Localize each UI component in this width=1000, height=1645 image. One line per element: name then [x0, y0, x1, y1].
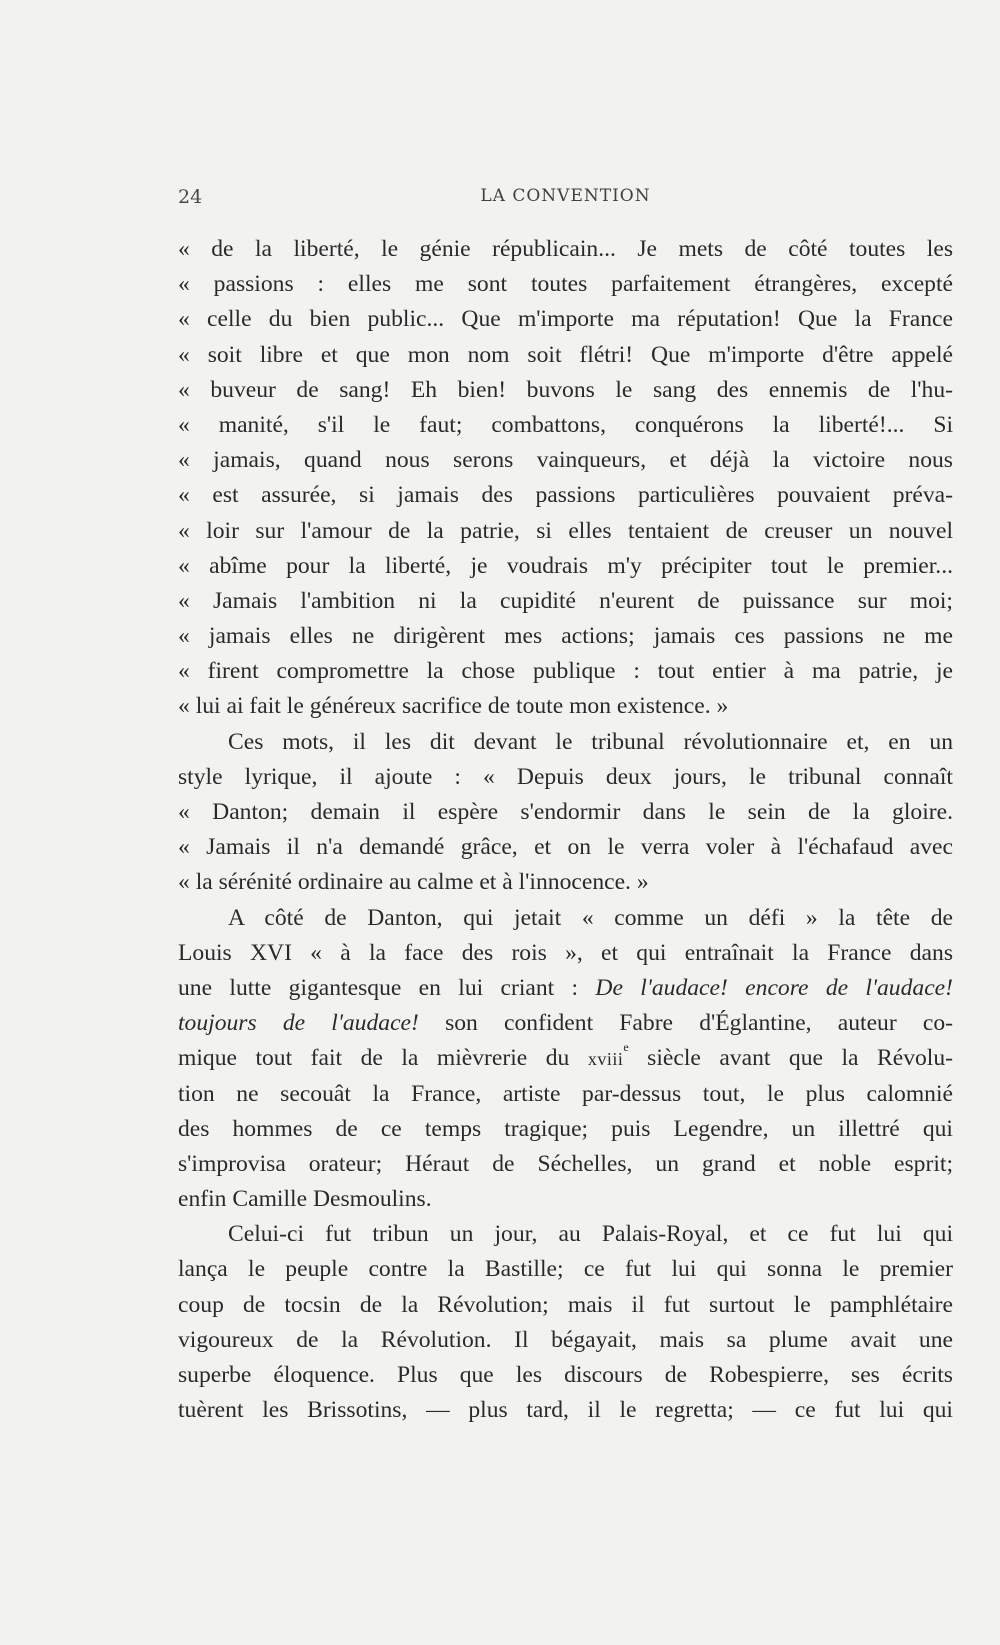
text-line: « soit libre et que mon nom soit flétri! Que m'importe d'être appelé	[178, 341, 953, 368]
text-fragment: une lutte gigantesque en lui criant :	[178, 974, 596, 1001]
text-line: coup de tocsin de la Révolution; mais il fut surtout le pamphlétaire	[178, 1291, 953, 1318]
text-line: « la sérénité ordinaire au calme et à l'innocence. »	[178, 869, 649, 896]
text-line: « jamais, quand nous serons vainqueurs, et déjà la victoire nous	[178, 447, 953, 474]
text-line: enfin Camille Desmoulins.	[178, 1186, 432, 1213]
text-line: Celui-ci fut tribun un jour, au Palais-Royal, et ce fut lui qui	[228, 1221, 953, 1248]
text-line: tion ne secouât la France, artiste par-dessus tout, le plus calomnié	[178, 1080, 953, 1107]
text-line-mixed	[178, 971, 953, 1006]
text-fragment: son confident Fabre d'Églantine, auteur co-	[418, 1010, 953, 1037]
text-line: lança le peuple contre la Bastille; ce fut lui qui sonna le premier	[178, 1256, 953, 1283]
text-line: « Danton; demain il espère s'endormir dans le sein de la gloire.	[178, 799, 953, 825]
italic-quote: toujours de l'audace!	[178, 1010, 419, 1037]
text-line: Louis XVI « à la face des rois », et qui entraînait la France dans	[178, 939, 953, 966]
text-line: tuèrent les Brissotins, — plus tard, il le regretta; — ce fut lui qui	[178, 1397, 953, 1424]
century-numeral: xviii	[587, 1049, 624, 1070]
page-number: 24	[178, 186, 203, 208]
running-title: LA CONVENTION	[480, 186, 651, 206]
text-line: « de la liberté, le génie républicain... Je mets de côté toutes les	[178, 236, 953, 262]
page-header	[178, 186, 953, 212]
text-line: « Jamais il n'a demandé grâce, et on le verra voler à l'échafaud avec	[178, 834, 953, 861]
text-line: vigoureux de la Révolution. Il bégayait, mais sa plume avait une	[178, 1326, 953, 1353]
text-line: « lui ai fait le généreux sacrifice de toute mon existence. »	[178, 693, 729, 720]
text-line: « Jamais l'ambition ni la cupidité n'eurent de puissance sur moi;	[178, 587, 953, 614]
text-fragment: mique tout fait de la mièvrerie du	[178, 1045, 588, 1072]
text-line: « firent compromettre la chose publique : tout entier à ma patrie, je	[178, 658, 953, 685]
text-line: Ces mots, il les dit devant le tribunal révolutionnaire et, en un	[228, 728, 953, 755]
text-line: A côté de Danton, qui jetait « comme un défi » la tête de	[228, 904, 953, 931]
text-line: « est assurée, si jamais des passions particulières pouvaient préva-	[178, 482, 953, 509]
text-line: « celle du bien public... Que m'importe ma réputation! Que la France	[178, 306, 953, 333]
text-line: « manité, s'il le faut; combattons, conquérons la liberté!... Si	[178, 411, 953, 438]
text-line-mixed	[178, 1006, 953, 1041]
text-line: « passions : elles me sont toutes parfaitement étrangères, excepté	[178, 271, 953, 298]
body-text	[178, 232, 953, 1428]
text-line: « loir sur l'amour de la patrie, si elles tentaient de creuser un nouvel	[178, 517, 953, 544]
text-line-mixed	[178, 1041, 953, 1076]
text-line: « jamais elles ne dirigèrent mes actions; jamais ces passions ne me	[178, 623, 953, 650]
text-line: « buveur de sang! Eh bien! buvons le sang des ennemis de l'hu-	[178, 376, 953, 403]
superscript: e	[623, 1040, 629, 1055]
text-line: « abîme pour la liberté, je voudrais m'y précipiter tout le premier...	[178, 552, 953, 579]
text-fragment: siècle avant que la Révolu-	[628, 1045, 953, 1072]
text-line: style lyrique, il ajoute : « Depuis deux jours, le tribunal connaît	[178, 763, 953, 790]
text-line: s'improvisa orateur; Héraut de Séchelles, un grand et noble esprit;	[178, 1150, 953, 1177]
text-line: superbe éloquence. Plus que les discours de Robespierre, ses écrits	[178, 1362, 953, 1388]
text-line: des hommes de ce temps tragique; puis Legendre, un illettré qui	[178, 1115, 953, 1142]
italic-quote: De l'audace! encore de l'audace!	[595, 974, 954, 1001]
